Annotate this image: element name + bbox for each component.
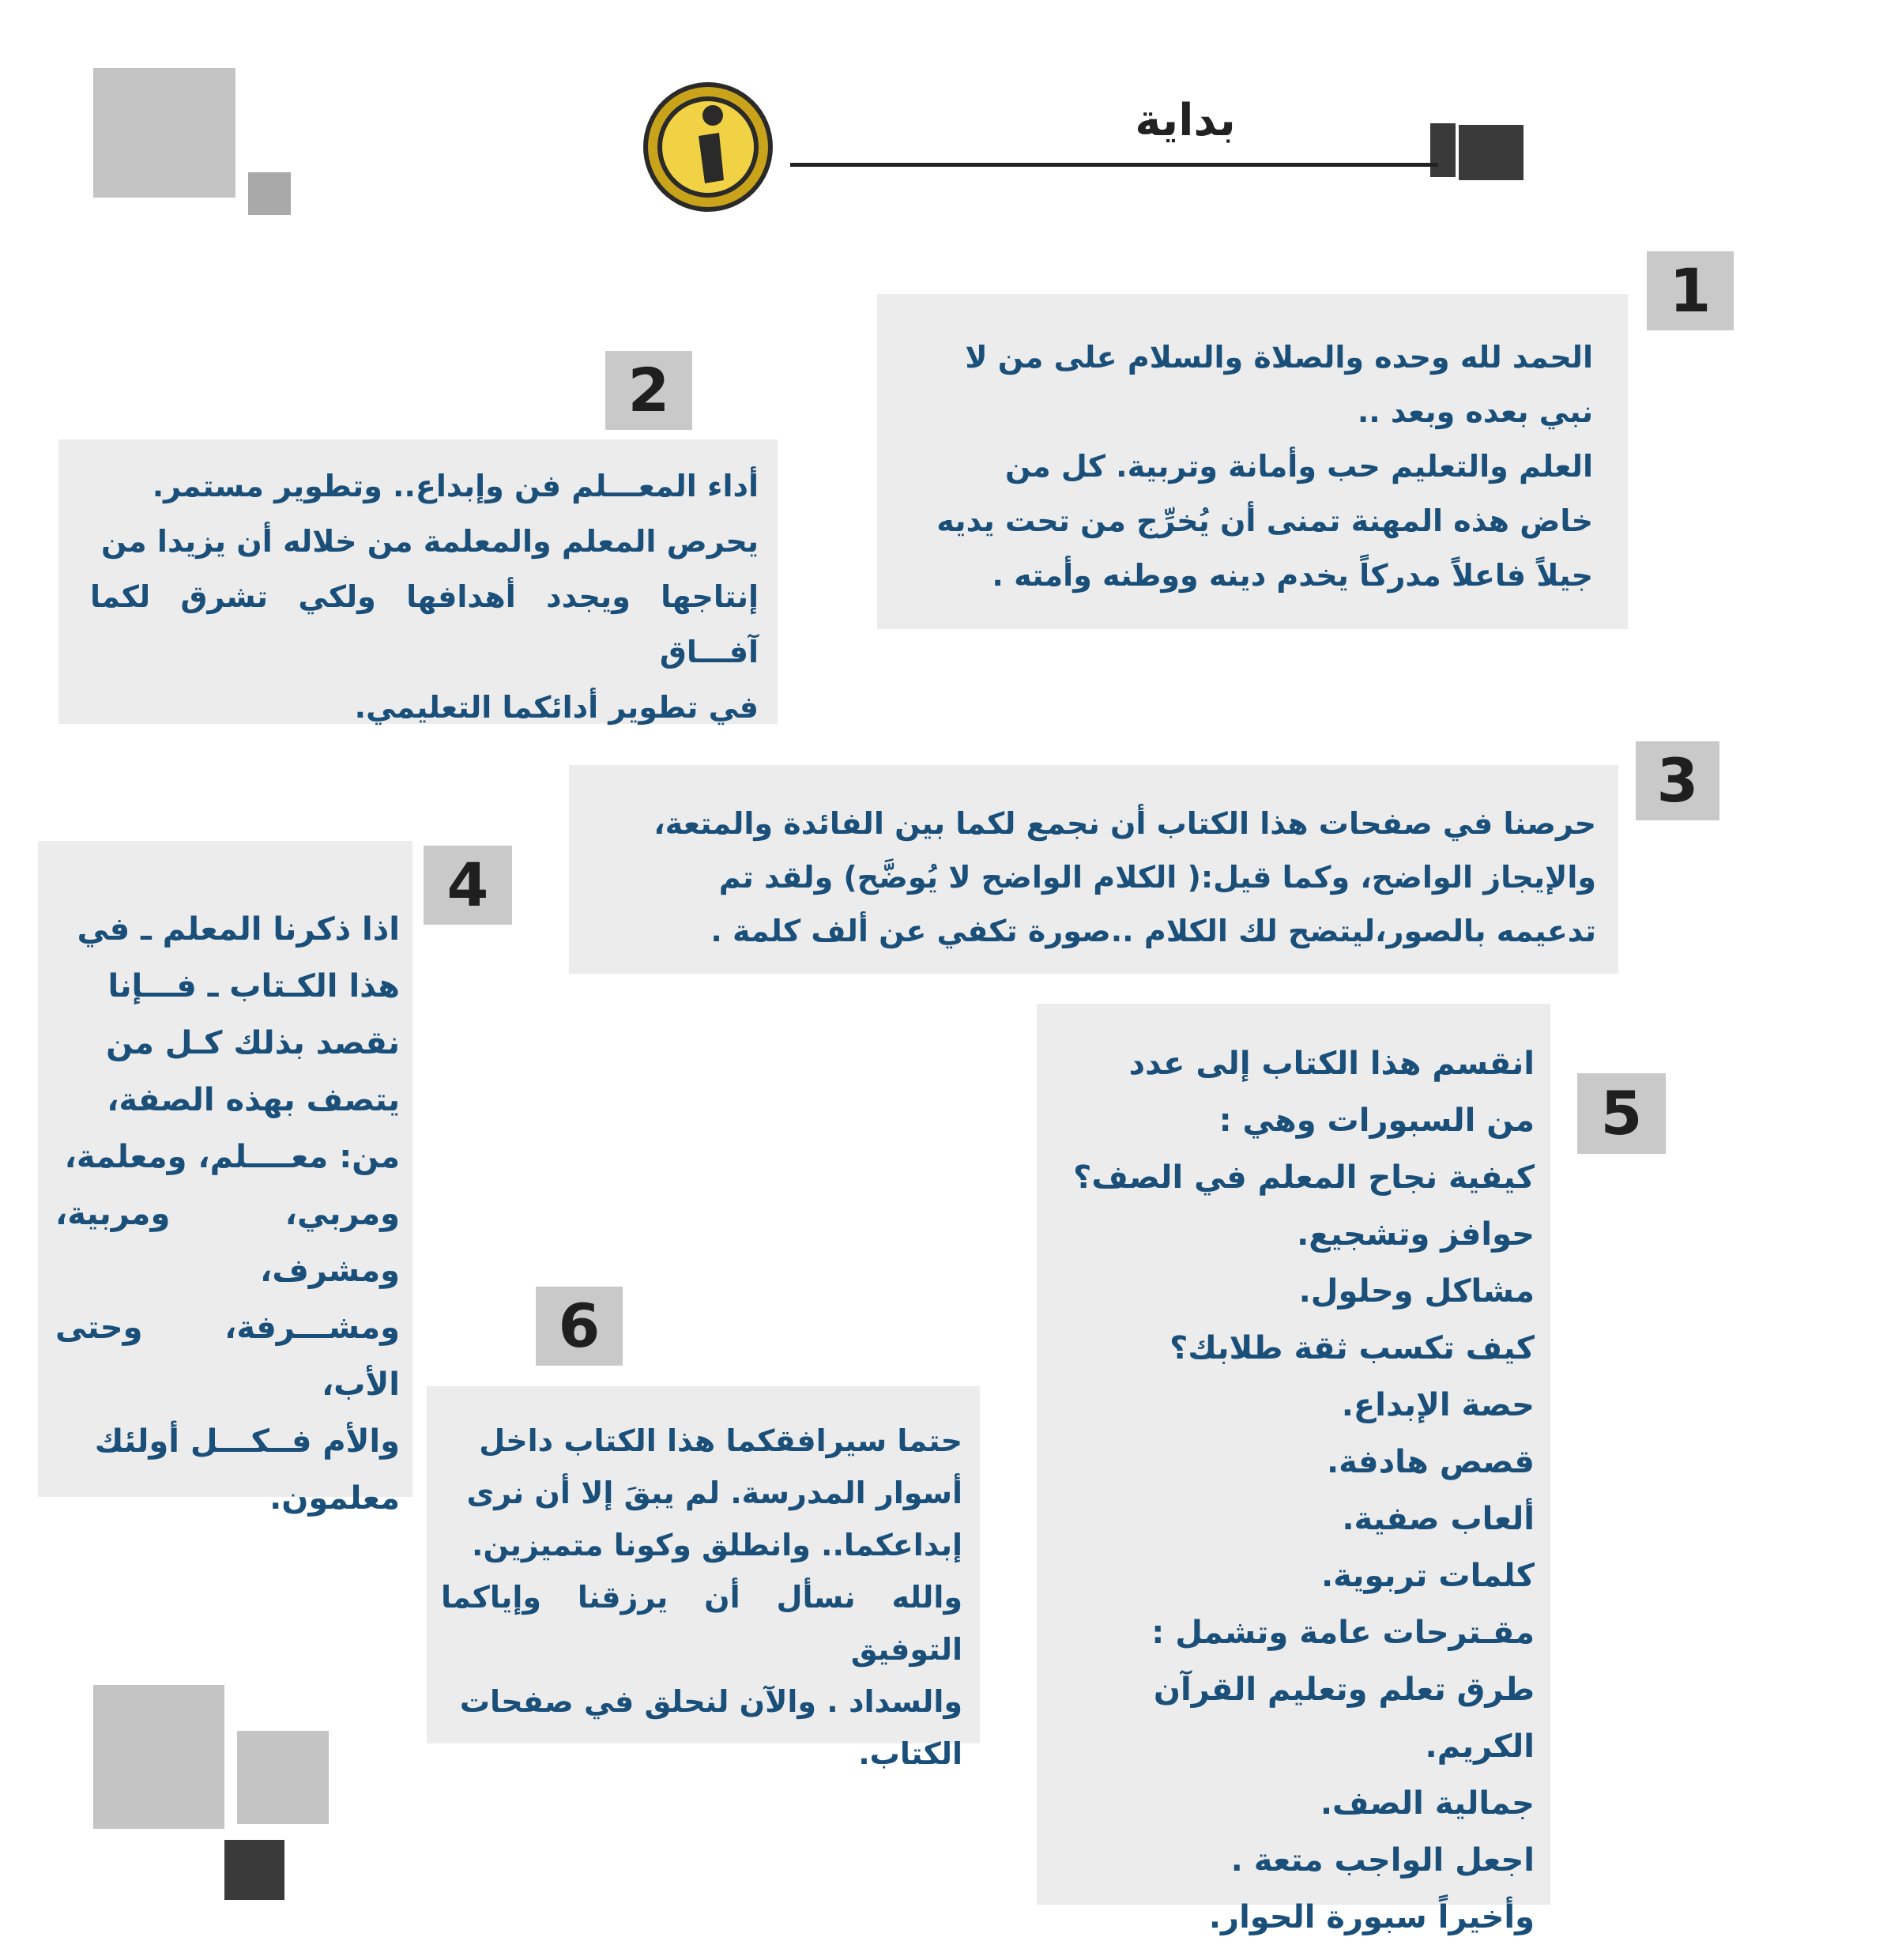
section-5-line: قصص هادفة. xyxy=(1326,1444,1535,1480)
section-4-line: نقصد بذلك كـل من xyxy=(106,1025,400,1061)
section-5-line: طرق تعلم وتعليم القرآن الكريم. xyxy=(1153,1672,1535,1765)
section-3-line: والإيجاز الواضح، وكما قيل:( الكلام الواضح لا يُوضَّح) ولقد تم xyxy=(718,860,1596,895)
section-number-1: 1 xyxy=(1647,251,1734,330)
page-title: بداية xyxy=(1135,95,1236,146)
info-icon xyxy=(640,79,776,215)
section-5-line: كيف تكسب ثقة طلابك؟ xyxy=(1169,1330,1535,1366)
section-4-line: ومشـــرفة، وحتى الأب، xyxy=(55,1310,400,1403)
decor-square xyxy=(93,68,235,198)
section-4-line: من: معــــلم، ومعلمة، xyxy=(64,1139,400,1175)
section-5-line: جمالية الصف. xyxy=(1320,1785,1535,1822)
section-box-3 xyxy=(569,765,1618,974)
section-6-line: أسوار المدرسة. لم يبقَ إلا أن نرى xyxy=(466,1476,962,1510)
decor-square xyxy=(1430,123,1456,177)
section-4-line: معلمون. xyxy=(269,1480,400,1517)
section-4-line: اذا ذكرنا المعلم ـ في xyxy=(77,911,400,948)
section-1-line: جيلاً فاعلاً مدركاً يخدم دينه ووطنه وأمته . xyxy=(992,558,1593,593)
section-1-line: خاض هذه المهنة تمنى أن يُخرِّج من تحت يديه xyxy=(936,503,1593,538)
section-1-line: نبي بعده وبعد .. xyxy=(1357,394,1593,429)
section-1-line: الحمد لله وحده والصلاة والسلام على من لا xyxy=(965,340,1593,375)
section-number-5: 5 xyxy=(1577,1073,1666,1154)
section-box-2 xyxy=(58,439,778,724)
section-6-line: والله نسأل أن يرزقنا وإياكما التوفيق xyxy=(441,1580,962,1667)
section-2-line: إنتاجها ويجدد أهدافها ولكي تشرق لكما آفـــاق xyxy=(90,579,759,669)
section-5-line: اجعل الواجب متعة . xyxy=(1230,1842,1535,1879)
section-5-line: حوافز وتشجيع. xyxy=(1297,1216,1535,1253)
decor-square xyxy=(248,172,291,215)
section-5-line: من السبورات وهي : xyxy=(1218,1102,1535,1139)
section-4-line: ومربي، ومربية، ومشرف، xyxy=(55,1196,400,1289)
decor-square xyxy=(237,1731,329,1824)
section-number-4: 4 xyxy=(424,846,512,925)
section-3-line: حرصنا في صفحات هذا الكتاب أن نجمع لكما بين الفائدة والمتعة، xyxy=(653,806,1596,841)
section-6-line: حتما سيرافقكما هذا الكتاب داخل xyxy=(479,1423,962,1458)
section-5-line: ألعاب صفية. xyxy=(1342,1501,1535,1537)
decor-square xyxy=(93,1685,224,1829)
section-3-line: تدعيمه بالصور،ليتضح لك الكلام ..صورة تكفي عن ألف كلمة . xyxy=(710,914,1596,948)
section-6-line: إبداعكما.. وانطلق وكونا متميزين. xyxy=(472,1528,962,1562)
section-number-2: 2 xyxy=(605,351,692,430)
decor-square xyxy=(224,1840,284,1900)
section-5-line: كيفية نجاح المعلم في الصف؟ xyxy=(1073,1159,1535,1196)
section-5-line: وأخيراً سبورة الحوار. xyxy=(1208,1899,1535,1936)
section-5-line: مقـترحات عامة وتشمل : xyxy=(1151,1615,1535,1651)
section-4-line: يتصف بهذه الصفة، xyxy=(107,1082,400,1118)
section-5-line: انقسم هذا الكتاب إلى عدد xyxy=(1128,1046,1535,1082)
section-6-line: والسداد . والآن لنحلق في صفحات xyxy=(459,1684,962,1719)
section-box-5 xyxy=(1037,1004,1550,1936)
section-4-line: والأم فــكـــل أولئك xyxy=(94,1423,400,1460)
section-4-line: هذا الكـتاب ـ فـــإنا xyxy=(107,968,400,1004)
section-5-line: مشاكل وحلول. xyxy=(1298,1273,1535,1310)
section-number-6: 6 xyxy=(536,1287,623,1366)
section-5-line: كلمات تربوية. xyxy=(1320,1558,1535,1594)
section-box-6 xyxy=(427,1386,980,1771)
section-box-4 xyxy=(38,841,412,1517)
section-1-line: العلم والتعليم حب وأمانة وتربية. كل من xyxy=(1004,449,1593,484)
section-number-3: 3 xyxy=(1636,741,1719,820)
header-rule xyxy=(790,163,1438,167)
section-2-line: يحرص المعلم والمعلمة من خلاله أن يزيدا من xyxy=(100,524,759,559)
section-2-line: أداء المعـــلم فن وإبداع.. وتطوير مستمر. xyxy=(152,469,759,503)
section-2-line: في تطوير أدائكما التعليمي. xyxy=(354,690,759,725)
decor-square xyxy=(1459,125,1524,180)
section-6-line: الكتاب. xyxy=(858,1736,962,1771)
section-box-1 xyxy=(877,294,1628,629)
section-5-line: حصة الإبداع. xyxy=(1341,1387,1535,1423)
